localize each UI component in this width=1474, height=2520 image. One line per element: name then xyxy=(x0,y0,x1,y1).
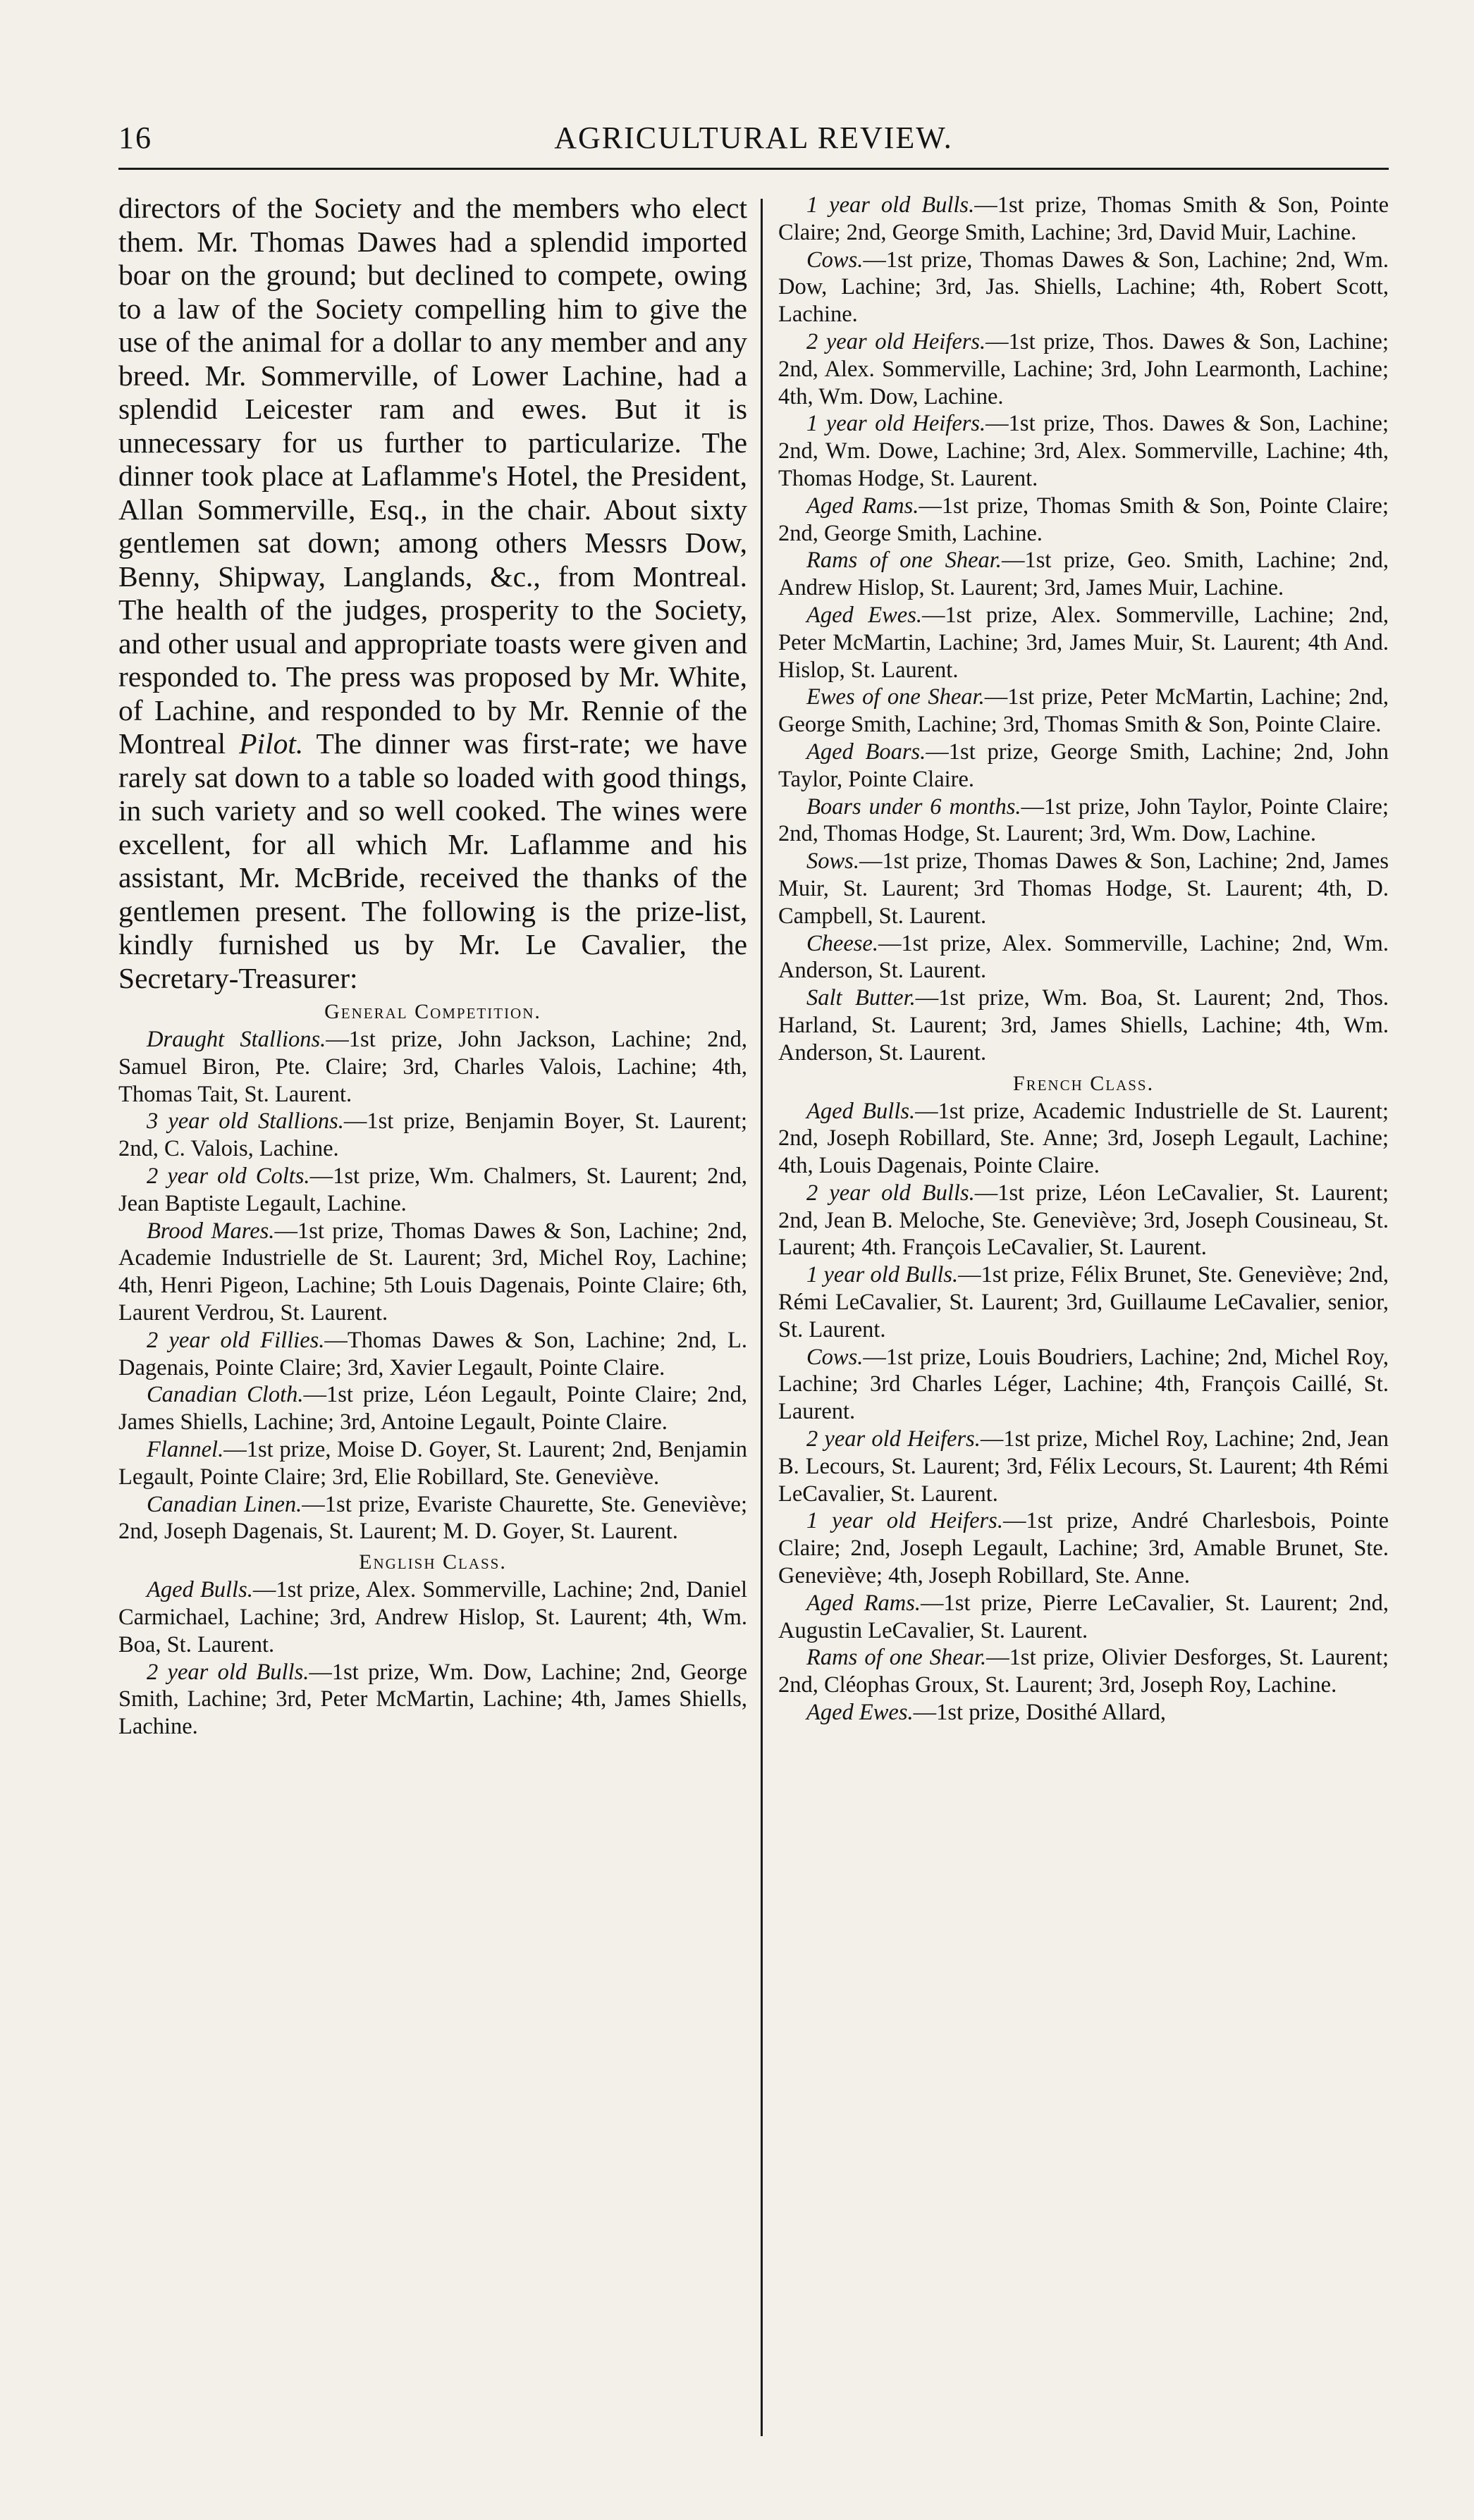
general-competition-list xyxy=(118,1026,747,1545)
prize-category: Sows. xyxy=(806,848,859,875)
prize-entry xyxy=(118,1163,747,1218)
prize-winners: —1st prize, Evariste Chaurette, Ste. Geneviève; 2nd, Joseph Dagenais, St. Laurent; M. D. Goyer, St. Laurent. xyxy=(118,1491,747,1545)
prize-winners: —1st prize, Pierre LeCavalier, St. Laurent; 2nd, Augustin LeCavalier, St. Laurent. xyxy=(778,1590,1389,1643)
prize-entry xyxy=(778,602,1389,684)
prize-category: Boars under 6 months. xyxy=(806,793,1021,820)
prize-entry xyxy=(778,1180,1389,1261)
page-header xyxy=(118,120,1389,159)
prize-category: Draught Stallions. xyxy=(147,1027,326,1052)
prize-category: Rams of one Shear. xyxy=(806,548,1002,574)
prize-winners: —1st prize, Michel Roy, Lachine; 2nd, Jean B. Lecours, St. Laurent; 3rd, Félix Lecours, St. Laurent; 4th Rémi LeCavalier, St. Laurent. xyxy=(778,1426,1389,1507)
prize-winners: —1st prize, Dosithé Allard, xyxy=(913,1700,1166,1726)
prize-entry xyxy=(778,410,1389,492)
prize-entry xyxy=(778,739,1389,793)
prize-category: 1 year old Bulls. xyxy=(806,192,975,218)
prize-entry xyxy=(118,1108,747,1163)
prize-entry xyxy=(778,547,1389,602)
prize-category: 2 year old Colts. xyxy=(147,1163,310,1189)
prize-winners: —1st prize, Thomas Smith & Son, Pointe Claire; 2nd, George Smith, Lachine; 3rd, David Muir, Lachine. xyxy=(778,192,1389,245)
prize-entry xyxy=(778,1507,1389,1589)
prize-category: Flannel. xyxy=(147,1436,224,1462)
header-rule xyxy=(118,168,1389,170)
general-competition-heading: General Competition. xyxy=(324,1000,541,1023)
prize-winners: —1st prize, George Smith, Lachine; 2nd, John Taylor, Pointe Claire. xyxy=(778,739,1389,792)
prize-category: Rams of one Shear. xyxy=(806,1645,987,1671)
french-class-heading: French Class. xyxy=(1012,1071,1155,1095)
intro-text: directors of the Society and the members who elect them. Mr. Thomas Dawes had a splendid imported boar on the ground; but declined to compete, owing to a law of the Society compelling him to give the use of the animal for a dollar to any member and any breed. Mr. Sommerville, of Lower Lachine, had a splendid Leicester ram and ewes. But it is unnecessary for us further to particularize. The dinner took place at Laflamme's Hotel, the President, Allan Sommerville, Esq., in the chair. About sixty gentlemen sat down; among others Messrs Dow, Benny, Shipway, Langlands, &c., from Montreal. The health of the judges, prosperity to the Society, and other usual and appropriate toasts were given and responded to. The press was proposed by Mr. White, of Lachine, and responded to by Mr. Rennie of the Montreal xyxy=(118,192,747,760)
prize-winners: —Thomas Dawes & Son, Lachine; 2nd, L. Dagenais, Pointe Claire; 3rd, Xavier Legault, Pointe Claire. xyxy=(118,1327,747,1381)
prize-entry xyxy=(778,1699,1389,1727)
prize-winners: —1st prize, Thomas Dawes & Son, Lachine; 2nd, Wm. Dow, Lachine; 3rd, Jas. Shiells, Lachine; 4th, Robert Scott, Lachine. xyxy=(778,247,1389,328)
prize-category: Salt Butter. xyxy=(806,985,916,1011)
prize-category: Canadian Linen. xyxy=(147,1491,302,1517)
prize-category: Aged Ewes. xyxy=(806,602,922,628)
column-divider xyxy=(761,199,763,2436)
prize-entry xyxy=(118,1491,747,1546)
prize-entry xyxy=(778,1590,1389,1645)
prize-entry xyxy=(778,1426,1389,1507)
english-class-heading: English Class. xyxy=(359,1550,507,1574)
prize-entry xyxy=(778,493,1389,548)
prize-category: Aged Bulls. xyxy=(147,1577,253,1603)
prize-winners: —1st prize, Thomas Dawes & Son, Lachine; 2nd, James Muir, St. Laurent; 3rd Thomas Hodge, St. Laurent; 4th, D. Campbell, St. Laurent. xyxy=(778,848,1389,929)
prize-winners: —1st prize, Thomas Smith & Son, Pointe Claire; 2nd, George Smith, Lachine. xyxy=(778,493,1389,546)
prize-category: 2 year old Bulls. xyxy=(806,1180,975,1206)
prize-category: 1 year old Heifers. xyxy=(806,1508,1003,1534)
prize-winners: —1st prize, Geo. Smith, Lachine; 2nd, Andrew Hislop, St. Laurent; 3rd, James Muir, Lachine. xyxy=(778,548,1389,601)
english-class-list xyxy=(118,1576,747,1741)
prize-category: 1 year old Heifers. xyxy=(806,411,986,437)
prize-winners: —1st prize, Alex. Sommerville, Lachine; 2nd, Peter McMartin, Lachine; 3rd, James Muir, St. Laurent; 4th And. Hislop, St. Laurent. xyxy=(778,602,1389,683)
prize-winners: —1st prize, Thos. Dawes & Son, Lachine; 2nd, Alex. Sommerville, Lachine; 3rd, John Learmonth, Lachine; 4th, Wm. Dow, Lachine. xyxy=(778,328,1389,409)
prize-winners: —1st prize, Wm. Chalmers, St. Laurent; 2nd, Jean Baptiste Legault, Lachine. xyxy=(118,1163,747,1216)
prize-winners: —1st prize, John Jackson, Lachine; 2nd, Samuel Biron, Pte. Claire; 3rd, Charles Valois, Lachine; 4th, Thomas Tait, St. Laurent. xyxy=(118,1027,748,1107)
prize-entry xyxy=(778,848,1389,929)
prize-entry xyxy=(118,1659,747,1741)
prize-winners: —1st prize, Thomas Dawes & Son, Lachine; 2nd, Academie Industrielle de St. Laurent; 3rd, Michel Roy, Lachine; 4th, Henri Pigeon, Lachine; 5th Louis Dagenais, Pointe Claire; 6th, Laurent Verdrou, St. Laurent. xyxy=(118,1218,747,1326)
prize-winners: —1st prize, Thos. Dawes & Son, Lachine; 2nd, Wm. Dowe, Lachine; 3rd, Alex. Sommerville, Lachine; 4th, Thomas Hodge, St. Laurent. xyxy=(778,411,1389,491)
prize-winners: —1st prize, Félix Brunet, Ste. Geneviève; 2nd, Rémi LeCavalier, St. Laurent; 3rd, Guillaume LeCavalier, senior, St. Laurent. xyxy=(778,1262,1389,1342)
prize-winners: —1st prize, Benjamin Boyer, St. Laurent; 2nd, C. Valois, Lachine. xyxy=(118,1108,748,1162)
prize-entry xyxy=(778,793,1389,848)
prize-category: Aged Rams. xyxy=(806,493,919,519)
prize-category: Aged Bulls. xyxy=(806,1098,916,1124)
prize-entry xyxy=(778,328,1389,410)
prize-category: 2 year old Fillies. xyxy=(147,1327,325,1353)
prize-entry xyxy=(118,1576,747,1658)
prize-winners: —1st prize, André Charlesbois, Pointe Claire; 2nd, Joseph Legault, Lachine; 3rd, Amable Brunet, Ste. Geneviève; 4th, Joseph Robillard, Ste. Anne. xyxy=(778,1508,1389,1589)
intro-paragraph xyxy=(118,192,747,995)
prize-winners: —1st prize, Wm. Boa, St. Laurent; 2nd, Thos. Harland, St. Laurent; 3rd, James Shiells, Lachine; 4th, Wm. Anderson, St. Laurent. xyxy=(778,985,1389,1066)
prize-winners: —1st prize, Moise D. Goyer, St. Laurent; 2nd, Benjamin Legault, Pointe Claire; 3rd, Elie Robillard, Ste. Geneviève. xyxy=(118,1436,747,1490)
prize-category: 2 year old Heifers. xyxy=(806,1426,981,1452)
prize-entry xyxy=(778,984,1389,1066)
page-number: 16 xyxy=(118,121,152,155)
prize-entry xyxy=(778,1261,1389,1343)
prize-winners: —1st prize, Wm. Dow, Lachine; 2nd, George Smith, Lachine; 3rd, Peter McMartin, Lachine; 4th, James Shiells, Lachine. xyxy=(118,1659,747,1740)
prize-entry xyxy=(778,1644,1389,1699)
prize-winners: —1st prize, Academic Industrielle de St. Laurent; 2nd, Joseph Robillard, Ste. Anne; 3rd, Joseph Legault, Lachine; 4th, Louis Dagenais, Pointe Claire. xyxy=(778,1098,1389,1179)
prize-category: Cows. xyxy=(806,1344,864,1370)
french-class-list xyxy=(778,1098,1389,1727)
prize-category: Cows. xyxy=(806,247,864,273)
prize-category: Canadian Cloth. xyxy=(147,1382,304,1408)
prize-winners: —1st prize, Léon Legault, Pointe Claire; 2nd, James Shiells, Lachine; 3rd, Antoine Legault, Pointe Claire. xyxy=(118,1382,747,1435)
prize-winners: —1st prize, Olivier Desforges, St. Laurent; 2nd, Cléophas Groux, St. Laurent; 3rd, Joseph Roy, Lachine. xyxy=(778,1645,1389,1698)
prize-category: Aged Ewes. xyxy=(806,1700,914,1726)
prize-category: 3 year old Stallions. xyxy=(147,1108,344,1135)
prize-entry xyxy=(778,684,1389,739)
right-column xyxy=(778,192,1389,1727)
prize-category: Aged Boars. xyxy=(806,739,926,765)
prize-winners: —1st prize, Louis Boudriers, Lachine; 2nd, Michel Roy, Lachine; 3rd Charles Léger, Lachine; 4th, François Caillé, St. Laurent. xyxy=(778,1344,1389,1425)
prize-winners: —1st prize, Alex. Sommerville, Lachine; 2nd, Daniel Carmichael, Lachine; 3rd, Andrew Hislop, St. Laurent; 4th, Wm. Boa, St. Laurent. xyxy=(118,1577,747,1657)
prize-winners: —1st prize, Alex. Sommerville, Lachine; 2nd, Wm. Anderson, St. Laurent. xyxy=(778,930,1389,984)
prize-entry xyxy=(778,1344,1389,1426)
prize-entry xyxy=(778,1098,1389,1180)
prize-entry xyxy=(118,1436,747,1491)
prize-category: Cheese. xyxy=(806,930,878,956)
intro-text-2: The dinner was first-rate; we have rarely sat down to a table so loaded with good things, in such variety and so well cooked. The wines were excellent, for all which Mr. Laflamme and his assistant, Mr. McBride, received the thanks of the gentlemen present. The following is the prize-list, kindly furnished us by Mr. Le Cavalier, the Secretary-Treasurer: xyxy=(118,727,747,994)
prize-category: Aged Rams. xyxy=(806,1590,921,1616)
prize-category: 1 year old Bulls. xyxy=(806,1262,959,1288)
prize-entry xyxy=(118,1327,747,1382)
prize-winners: —1st prize, Peter McMartin, Lachine; 2nd, George Smith, Lachine; 3rd, Thomas Smith & Son, Pointe Claire. xyxy=(778,684,1389,738)
left-column xyxy=(118,192,747,1741)
prize-category: 2 year old Heifers. xyxy=(806,328,986,354)
prize-entry xyxy=(118,1026,747,1108)
prize-entry xyxy=(118,1218,747,1327)
prize-winners: —1st prize, John Taylor, Pointe Claire; 2nd, Thomas Hodge, St. Laurent; 3rd, Wm. Dow, Lachine. xyxy=(778,793,1389,847)
prize-category: Brood Mares. xyxy=(147,1218,275,1244)
prize-entry xyxy=(778,930,1389,985)
english-class-list-continued xyxy=(778,192,1389,1067)
prize-entry xyxy=(778,247,1389,328)
prize-category: Ewes of one Shear. xyxy=(806,684,985,710)
prize-entry xyxy=(118,1381,747,1436)
intro-italic: Pilot. xyxy=(239,727,304,760)
prize-category: 2 year old Bulls. xyxy=(147,1659,309,1685)
prize-winners: —1st prize, Léon LeCavalier, St. Laurent; 2nd, Jean B. Meloche, Ste. Geneviève; 3rd, Joseph Cousineau, St. Laurent; 4th. François LeCavalier, St. Laurent. xyxy=(778,1180,1389,1261)
running-title: AGRICULTURAL REVIEW. xyxy=(554,121,953,155)
prize-entry xyxy=(778,192,1389,247)
